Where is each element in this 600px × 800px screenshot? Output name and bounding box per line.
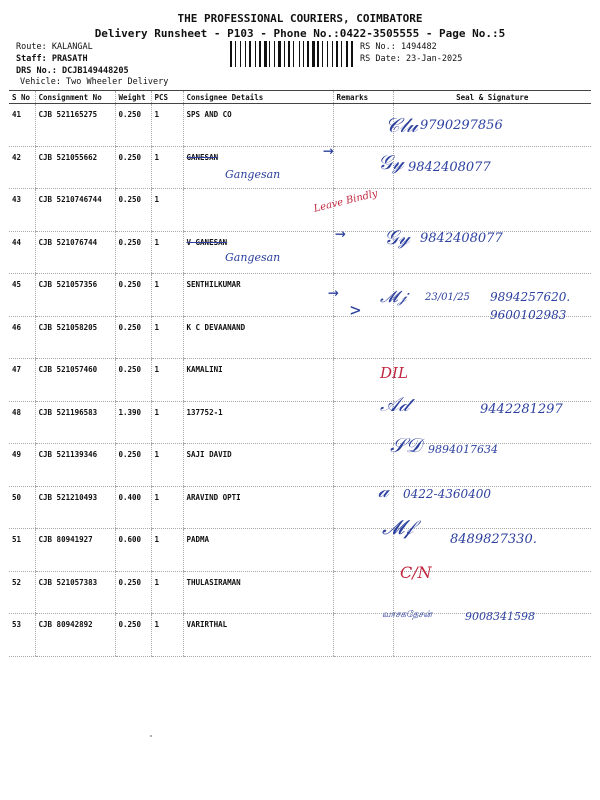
barcode-bar — [278, 41, 281, 67]
cell-pcs: 1 — [151, 571, 183, 614]
signature-41: 𝒞𝓁𝓊 — [385, 113, 418, 137]
cell-remarks — [333, 571, 393, 614]
barcode-bar — [288, 41, 290, 67]
cell-consignee: K C DEVAANAND — [183, 316, 333, 359]
cell-pcs: 1 — [151, 274, 183, 317]
barcode-bar — [316, 41, 317, 67]
barcode-bar — [269, 41, 270, 67]
phone-53: 9008341598 — [465, 610, 535, 623]
signature-44: 𝒢𝓎 — [384, 225, 410, 249]
barcode-bar — [271, 41, 273, 67]
barcode-bar — [268, 41, 269, 67]
cell-pcs: 1 — [151, 401, 183, 444]
barcode-bar — [259, 41, 261, 67]
arrow-45: → — [328, 282, 339, 303]
signature-48: 𝒜𝒹 — [380, 392, 410, 416]
table-row — [9, 146, 591, 189]
barcode-bar — [247, 41, 248, 67]
cell-cno: CJB 521057460 — [35, 359, 115, 402]
cell-consignee: KAMALINI — [183, 359, 333, 402]
tamil-signature-53: வாசகதேசன் — [382, 610, 433, 620]
cell-cno: CJB 521165275 — [35, 104, 115, 147]
runsheet-subtitle: Delivery Runsheet - P103 - Phone No.:0422-3505555 - Page No.:5 — [94, 27, 506, 40]
barcode-bar — [237, 41, 240, 67]
route-label: Route: KALANGAL — [16, 42, 93, 52]
header-weight: Weight — [115, 91, 151, 104]
header-signature: Seal & Signature — [393, 91, 591, 104]
phone-49: 9894017634 — [428, 443, 498, 456]
barcode-bar — [274, 41, 275, 67]
cell-cno: CJB 80942892 — [35, 614, 115, 657]
barcode-bar — [291, 41, 292, 67]
signature-49: 𝒮𝒟 — [390, 433, 422, 457]
cell-weight: 0.250 — [115, 146, 151, 189]
phone-45: 9894257620. — [490, 290, 571, 304]
cell-sno: 52 — [9, 571, 35, 614]
cell-weight: 0.600 — [115, 529, 151, 572]
cell-sno: 46 — [9, 316, 35, 359]
cell-weight: 0.400 — [115, 486, 151, 529]
cell-weight: 0.250 — [115, 316, 151, 359]
barcode-bar — [233, 41, 234, 67]
phone-44: 9842408077 — [420, 231, 503, 246]
phone-50: 0422-4360400 — [403, 487, 492, 501]
staff-label: Staff: PRASATH — [16, 54, 88, 64]
arrow-44: → — [335, 223, 346, 244]
barcode-bar — [293, 41, 294, 67]
barcode-bar — [312, 41, 315, 67]
cell-pcs: 1 — [151, 486, 183, 529]
table-row — [9, 189, 591, 232]
cell-remarks — [333, 104, 393, 147]
phone-42: 9842408077 — [408, 160, 491, 175]
barcode-bar — [245, 41, 246, 67]
arrow-42: → — [323, 140, 334, 161]
company-title: THE PROFESSIONAL COURIERS, COIMBATORE — [177, 12, 423, 25]
cell-sno: 51 — [9, 529, 35, 572]
barcode-bar — [257, 41, 258, 67]
cell-sno: 44 — [9, 231, 35, 274]
barcode-bar — [230, 41, 232, 67]
barcode-bar — [303, 41, 304, 67]
arrow-46: > — [350, 300, 361, 321]
cell-consignee: SAJI DAVID — [183, 444, 333, 487]
phone-48: 9442281297 — [480, 402, 563, 417]
table-header-row — [9, 91, 591, 104]
barcode-bar — [235, 41, 236, 67]
barcode-bar — [299, 41, 300, 67]
cell-weight: 0.250 — [115, 274, 151, 317]
cell-cno: CJB 521210493 — [35, 486, 115, 529]
header-pcs: PCS — [151, 91, 183, 104]
header-consignee: Consignee Details — [183, 91, 333, 104]
barcode-bar — [262, 41, 263, 67]
cell-consignee: PADMA — [183, 529, 333, 572]
drs-label: DRS No.: DCJB149448205 — [16, 66, 129, 76]
cell-consignee: V GANESAN — [183, 231, 333, 274]
table-row — [9, 486, 591, 529]
cell-cno: CJB 5210746744 — [35, 189, 115, 232]
cell-consignee: GANESAN — [183, 146, 333, 189]
barcode-bar — [329, 41, 332, 67]
cell-consignee: VARIRTHAL — [183, 614, 333, 657]
cell-pcs: 1 — [151, 104, 183, 147]
signature-51: 𝓜𝒻 — [382, 515, 414, 539]
cell-pcs: 1 — [151, 146, 183, 189]
cell-weight: 0.250 — [115, 189, 151, 232]
cell-sno: 53 — [9, 614, 35, 657]
cell-remarks — [333, 316, 393, 359]
barcode-bar — [284, 41, 285, 67]
barcode-bar — [322, 41, 323, 67]
cell-pcs: 1 — [151, 529, 183, 572]
barcode — [230, 41, 354, 67]
barcode-bar — [351, 41, 353, 67]
date-45: 23/01/25 — [425, 292, 470, 303]
cell-sno: 48 — [9, 401, 35, 444]
cell-sno: 41 — [9, 104, 35, 147]
barcode-bar — [282, 41, 284, 67]
table-row — [9, 571, 591, 614]
cell-pcs: 1 — [151, 189, 183, 232]
header-remarks: Remarks — [333, 91, 393, 104]
name-42: Gangesan — [225, 168, 281, 181]
table-row — [9, 231, 591, 274]
cell-cno: CJB 521058205 — [35, 316, 115, 359]
cell-weight: 0.250 — [115, 614, 151, 657]
barcode-bar — [343, 41, 345, 67]
cell-sno: 42 — [9, 146, 35, 189]
signature-42: 𝒢𝓎 — [378, 150, 404, 174]
cell-consignee — [183, 189, 333, 232]
remark-47: DIL — [380, 364, 408, 382]
cell-pcs: 1 — [151, 359, 183, 402]
barcode-bar — [252, 41, 255, 67]
barcode-bar — [332, 41, 333, 67]
cell-weight: 0.250 — [115, 104, 151, 147]
runsheet-table — [9, 90, 591, 657]
remark-52: C/N — [400, 563, 432, 582]
cell-pcs: 1 — [151, 316, 183, 359]
table-row — [9, 104, 591, 147]
cell-sno: 43 — [9, 189, 35, 232]
header-sno: S No — [9, 91, 35, 104]
cell-cno: CJB 521196583 — [35, 401, 115, 444]
cell-cno: CJB 80941927 — [35, 529, 115, 572]
table-row — [9, 316, 591, 359]
cell-cno: CJB 521076744 — [35, 231, 115, 274]
barcode-bar — [339, 41, 340, 67]
rs-date-label: RS Date: 23-Jan-2025 — [360, 54, 463, 64]
cell-weight: 0.250 — [115, 231, 151, 274]
barcode-bar — [240, 41, 241, 67]
cell-consignee: ARAVIND OPTI — [183, 486, 333, 529]
remark-44: Leave Bindly — [312, 188, 379, 215]
barcode-bar — [349, 41, 350, 67]
phone-41: 9790297856 — [420, 118, 503, 133]
stray-dot — [150, 735, 152, 737]
barcode-bar — [336, 41, 338, 67]
name-44: Gangesan — [225, 251, 281, 264]
cell-sno: 47 — [9, 359, 35, 402]
signature-45: 𝓜𝒿 — [380, 287, 407, 306]
cell-weight: 0.250 — [115, 359, 151, 402]
cell-cno: CJB 521057356 — [35, 274, 115, 317]
signature-50: 𝒶 — [378, 478, 389, 502]
cell-sno: 45 — [9, 274, 35, 317]
cell-pcs: 1 — [151, 231, 183, 274]
barcode-bar — [324, 41, 326, 67]
cell-consignee: 137752-1 — [183, 401, 333, 444]
cell-weight: 0.250 — [115, 571, 151, 614]
phone-51: 8489827330. — [450, 532, 537, 547]
cell-signature — [393, 359, 591, 402]
table-row — [9, 359, 591, 402]
cell-weight: 0.250 — [115, 444, 151, 487]
cell-sno: 50 — [9, 486, 35, 529]
cell-signature — [393, 189, 591, 232]
table-row — [9, 444, 591, 487]
barcode-bar — [286, 41, 287, 67]
cell-weight: 1.390 — [115, 401, 151, 444]
barcode-bar — [301, 41, 303, 67]
barcode-bar — [320, 41, 321, 67]
barcode-bar — [264, 41, 267, 67]
barcode-bar — [242, 41, 244, 67]
cell-consignee: THULASIRAMAN — [183, 571, 333, 614]
barcode-bar — [255, 41, 256, 67]
cell-pcs: 1 — [151, 444, 183, 487]
barcode-bar — [317, 41, 319, 67]
barcode-bar — [295, 41, 298, 67]
barcode-bar — [346, 41, 349, 67]
barcode-bar — [327, 41, 328, 67]
barcode-bar — [341, 41, 342, 67]
barcode-bar — [307, 41, 309, 67]
header-consignment: Consignment No — [35, 91, 115, 104]
phone-46: 9600102983 — [490, 308, 567, 322]
cell-signature — [393, 316, 591, 359]
cell-cno: CJB 521055662 — [35, 146, 115, 189]
cell-cno: CJB 521139346 — [35, 444, 115, 487]
cell-pcs: 1 — [151, 614, 183, 657]
barcode-bar — [276, 41, 277, 67]
barcode-bar — [249, 41, 251, 67]
rs-no-label: RS No.: 1494482 — [360, 42, 437, 52]
cell-consignee: SPS AND CO — [183, 104, 333, 147]
barcode-bar — [310, 41, 311, 67]
cell-cno: CJB 521057383 — [35, 571, 115, 614]
vehicle-label: Vehicle: Two Wheeler Delivery — [20, 77, 169, 87]
barcode-bar — [334, 41, 335, 67]
cell-consignee: SENTHILKUMAR — [183, 274, 333, 317]
cell-sno: 49 — [9, 444, 35, 487]
barcode-bar — [305, 41, 306, 67]
